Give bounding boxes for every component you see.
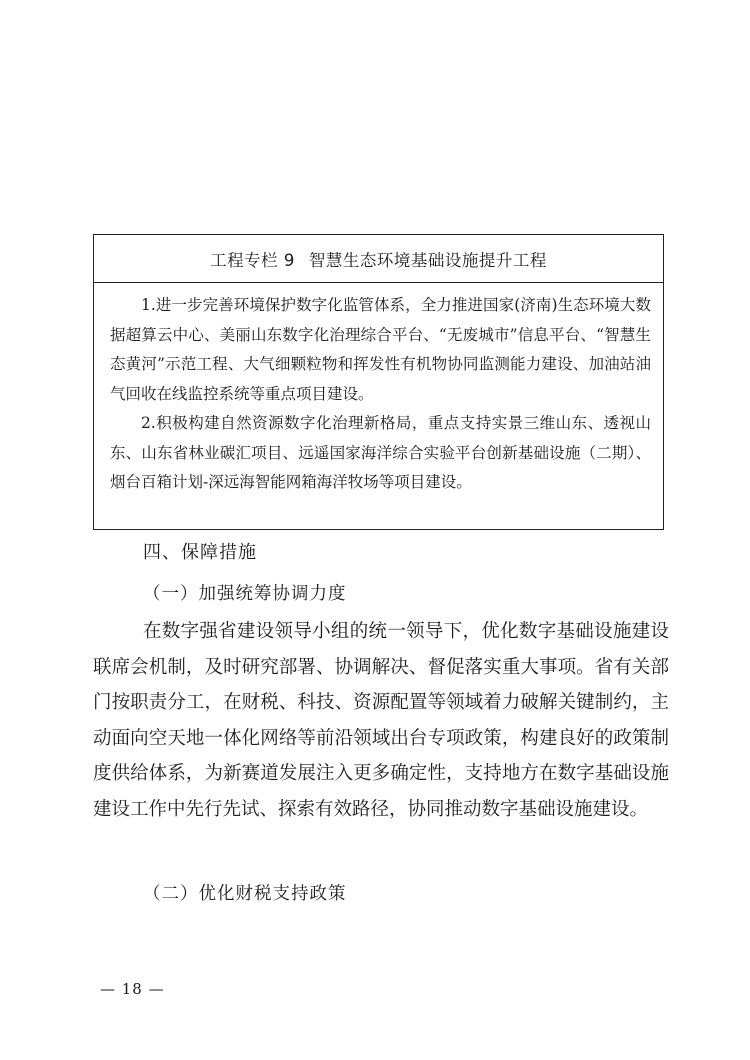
project-box-body — [94, 283, 663, 498]
section-heading: 四、保障措施 — [143, 542, 257, 563]
project-box-name: 智慧生态环境基础设施提升工程 — [308, 250, 547, 270]
project-box-label: 工程专栏 9 — [210, 250, 295, 270]
project-box — [93, 234, 664, 530]
project-box-title — [94, 235, 663, 283]
project-item-1: 1.进一步完善环境保护数字化监管体系，全力推进国家(济南)生态环境大数据超算云中心、美丽山东数字化治理综合平台、“无废城市”信息平台、“智慧生态黄河”示范工程、大气细颗粒物和挥发性有机物协同监测能力建设、加油站油气回收在线监控系统等重点项目建设。 — [110, 296, 651, 403]
subsection-heading-2: （二）优化财税支持政策 — [143, 884, 347, 904]
page-number: — 18 — — [100, 980, 165, 998]
project-item-2: 2.积极构建自然资源数字化治理新格局，重点支持实景三维山东、透视山东、山东省林业碳汇项目、远遥国家海洋综合实验平台创新基础设施（二期）、烟台百箱计划-深远海智能网箱海洋牧场等项目建设。 — [110, 414, 651, 491]
body-paragraph: 在数字强省建设领导小组的统一领导下，优化数字基础设施建设联席会机制，及时研究部署、协调解决、督促落实重大事项。省有关部门按职责分工，在财税、科技、资源配置等领域着力破解关键制约，主动面向空天地一体化网络等前沿领域出台专项政策，构建良好的政策制度供给体系，为新赛道发展注入更多确定性，支持地方在数字基础设施建设工作中先行先试、探索有效路径，协同推动数字基础设施建设。 — [93, 621, 669, 820]
subsection-heading-1: （一）加强统筹协调力度 — [143, 584, 347, 604]
